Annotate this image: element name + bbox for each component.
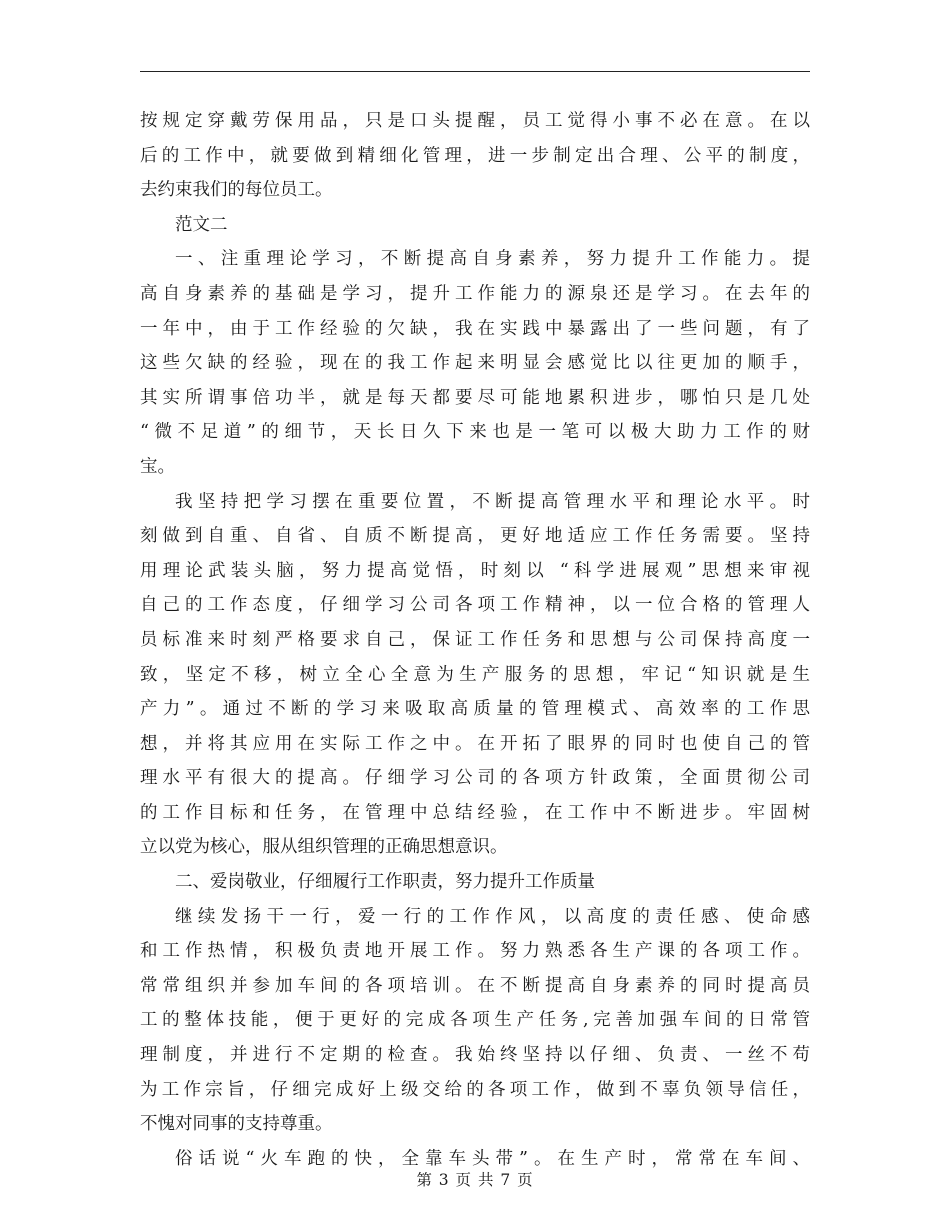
text-line: 一、注重理论学习，不断提高自身素养，努力提升工作能力。提: [175, 249, 810, 270]
text-line: 刻做到自重、自省、自质不断提高，更好地适应工作任务需要。坚持: [140, 526, 810, 547]
text-line: 高自身素养的基础是学习，提升工作能力的源泉还是学习。在去年的: [140, 283, 810, 304]
text-line: 这些欠缺的经验，现在的我工作起来明显会感觉比以往更加的顺手，: [140, 353, 810, 374]
text-line: 理水平有很大的提高。仔细学习公司的各项方针政策，全面贯彻公司: [140, 768, 810, 789]
text-line: 为工作宗旨，仔细完成好上级交给的各项工作，做到不辜负领导信任，: [140, 1079, 810, 1100]
text-line: 常常组织并参加车间的各项培训。在不断提高自身素养的同时提高员: [140, 975, 810, 996]
page-number: 第 3 页 共 7 页: [416, 1171, 534, 1189]
text-line: “微不足道”的细节，天长日久下来也是一笔可以极大助力工作的财: [140, 422, 810, 443]
text-line: 宝。: [140, 456, 175, 477]
text-line: 致，坚定不移，树立全心全意为生产服务的思想，牢记“知识就是生: [140, 664, 810, 685]
text-line: 的工作目标和任务，在管理中总结经验，在工作中不断进步。牢固树: [140, 802, 810, 823]
text-line: 想，并将其应用在实际工作之中。在开拓了眼界的同时也使自己的管: [140, 733, 810, 754]
text-line: 和工作热情，积极负责地开展工作。努力熟悉各生产课的各项工作。: [140, 941, 810, 962]
text-line: 理制度，并进行不定期的检查。我始终坚持以仔细、负责、一丝不苟: [140, 1045, 810, 1066]
text-line: 自己的工作态度，仔细学习公司各项工作精神，以一位合格的管理人: [140, 595, 810, 616]
text-line: 后的工作中，就要做到精细化管理，进一步制定出合理、公平的制度，: [140, 145, 810, 166]
text-line: 去约束我们的每位员工。: [140, 180, 333, 201]
text-line: 用理论武装头脑，努力提高觉悟，时刻以 “科学进展观”思想来审视: [140, 560, 810, 581]
section-heading: 二、爱岗敬业，仔细履行工作职责，努力提升工作质量: [175, 872, 595, 893]
text-line: 按规定穿戴劳保用品，只是口头提醒，员工觉得小事不必在意。在以: [140, 111, 810, 131]
document-body: [140, 104, 810, 1176]
text-line: 其实所谓事倍功半，就是每天都要尽可能地累积进步，哪怕只是几处: [140, 387, 810, 408]
text-line: 俗话说“火车跑的快，全靠车头带”。在生产时，常常在车间、: [175, 1148, 810, 1169]
text-line: 不愧对同事的支持尊重。: [140, 1114, 333, 1135]
text-line: 一年中，由于工作经验的欠缺，我在实践中暴露出了一些问题，有了: [140, 318, 810, 339]
text-line: 工的整体技能，便于更好的完成各项生产任务,完善加强车间的日常管: [140, 1010, 810, 1031]
section-heading: 范文二: [175, 214, 228, 235]
text-line: 继续发扬干一行，爱一行的工作作风，以高度的责任感、使命感: [175, 906, 810, 927]
text-line: 产力”。通过不断的学习来吸取高质量的管理模式、高效率的工作思: [140, 699, 810, 720]
text-line: 我坚持把学习摆在重要位置，不断提高管理水平和理论水平。时: [175, 491, 810, 512]
text-line: 员标准来时刻严格要求自己，保证工作任务和思想与公司保持高度一: [140, 629, 810, 650]
header-rule: [140, 71, 810, 72]
text-line: 立以党为核心，服从组织管理的正确思想意识。: [140, 837, 508, 858]
